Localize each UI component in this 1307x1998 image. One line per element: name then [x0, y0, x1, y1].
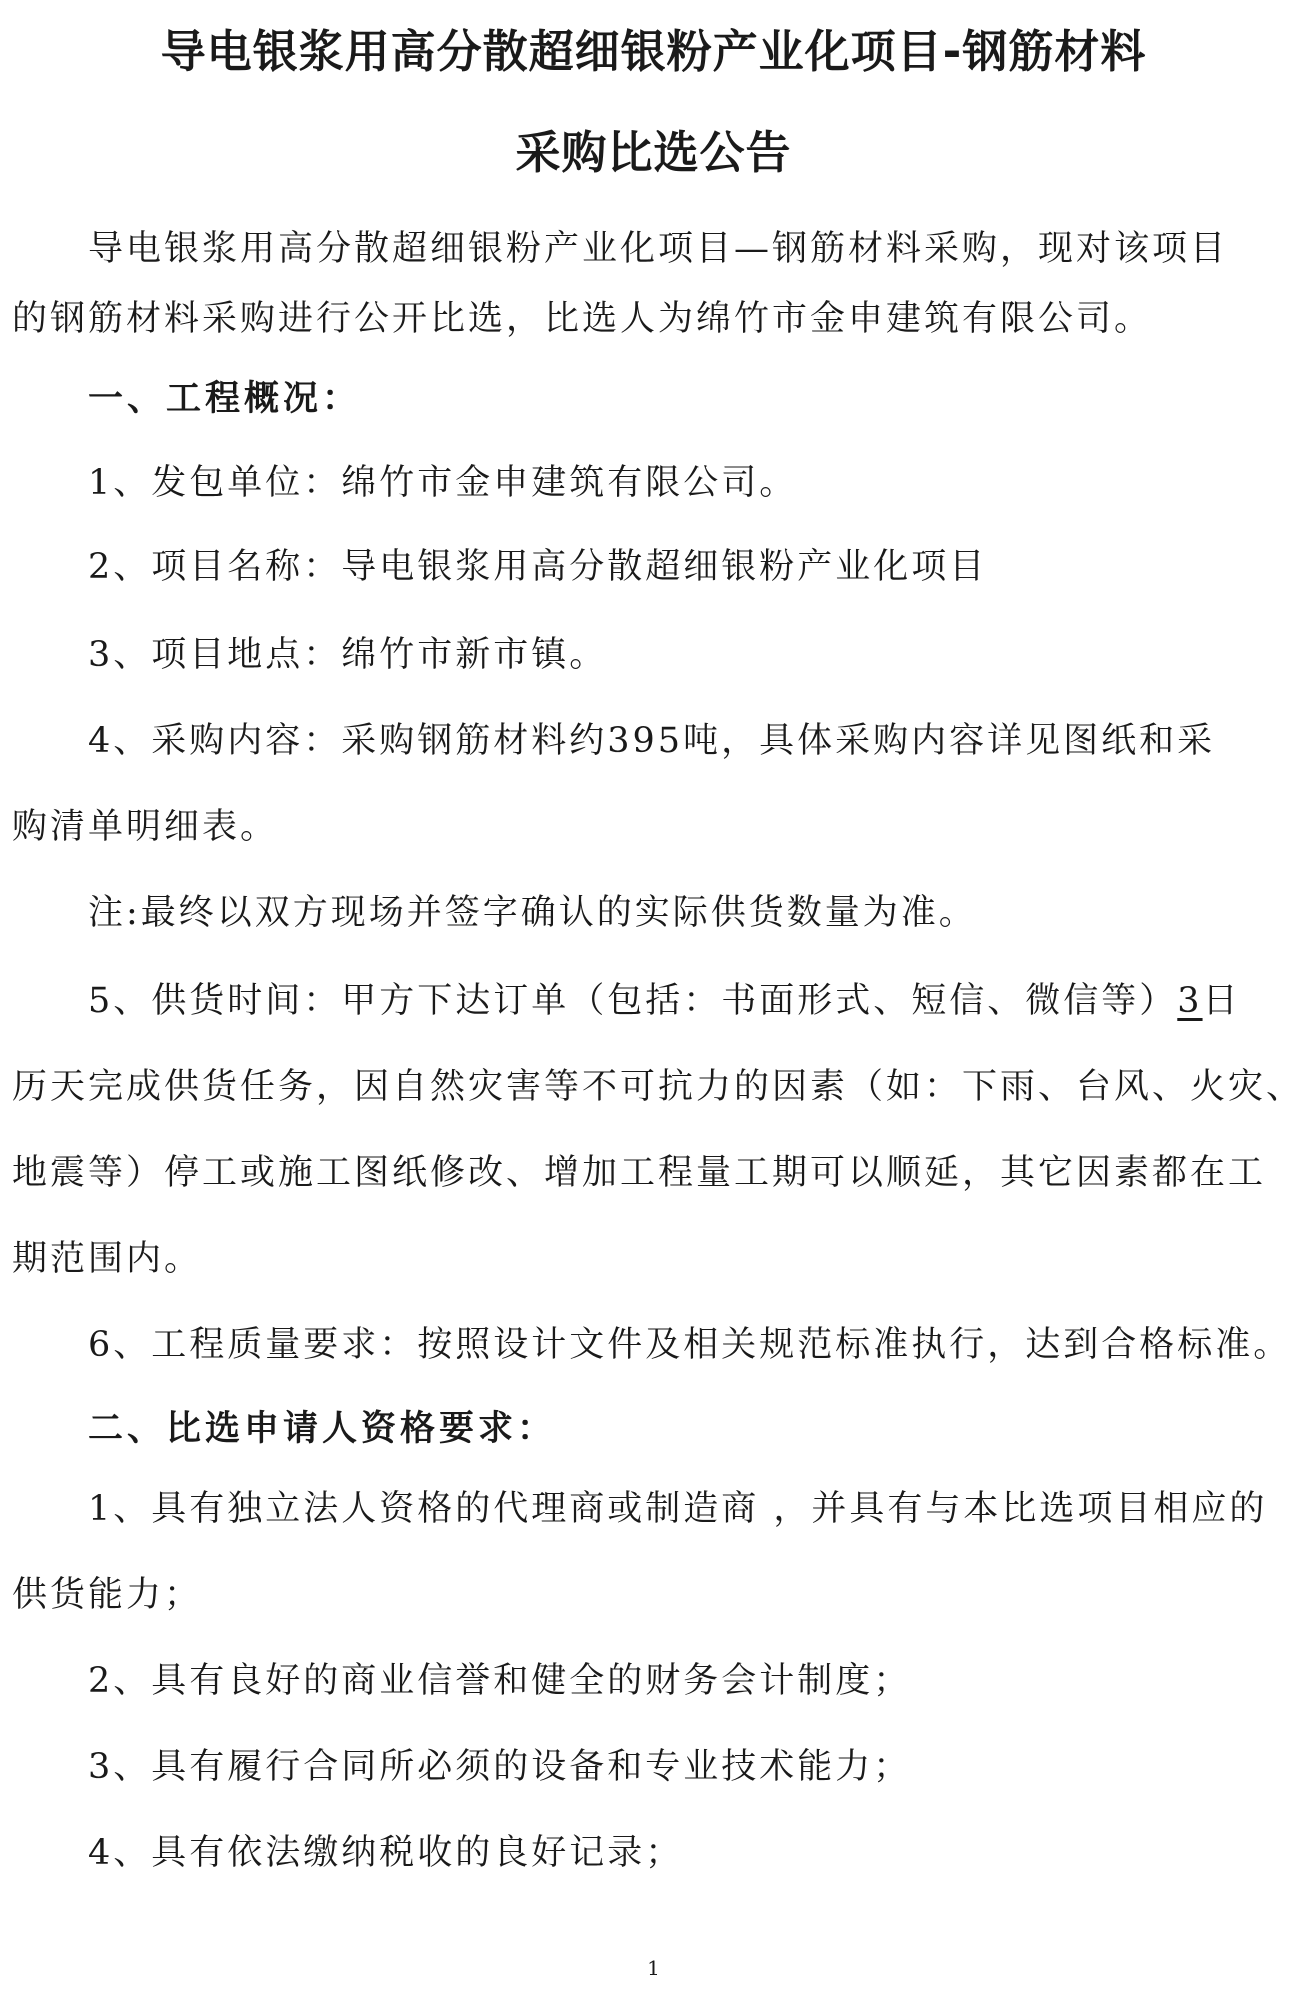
delivery-days-value: 3 [1177, 981, 1203, 1021]
quality-requirement: 6、工程质量要求：按照设计文件及相关规范标准执行，达到合格标准。 [88, 1325, 1292, 1365]
section-heading-project-overview: 一、工程概况： [88, 379, 362, 419]
delivery-time-line-2: 历天完成供货任务，因自然灾害等不可抗力的因素（如：下雨、台风、火灾、 [12, 1067, 1305, 1107]
delivery-time-suffix: 日 [1202, 981, 1241, 1021]
quantity-note: 注:最终以双方现场并签字确认的实际供货数量为准。 [88, 893, 977, 933]
qualification-item-2: 2、具有良好的商业信誉和健全的财务会计制度； [88, 1661, 912, 1701]
qualification-item-3: 3、具有履行合同所必须的设备和专业技术能力； [88, 1747, 912, 1787]
project-item-name: 2、项目名称：导电银浆用高分散超细银粉产业化项目 [88, 547, 988, 587]
document-title-line-1: 导电银浆用高分散超细银粉产业化项目-钢筋材料 [160, 25, 1147, 78]
project-item-content-line-2: 购清单明细表。 [12, 807, 279, 847]
qualification-item-4: 4、具有依法缴纳税收的良好记录； [88, 1833, 684, 1873]
page-number: 1 [647, 1956, 660, 1980]
delivery-time-line-3: 地震等）停工或施工图纸修改、增加工程量工期可以顺延，其它因素都在工 [12, 1153, 1267, 1193]
delivery-time-line-4: 期范围内。 [12, 1239, 203, 1279]
intro-paragraph-line-1: 导电银浆用高分散超细银粉产业化项目—钢筋材料采购，现对该项目 [88, 229, 1229, 269]
delivery-time-line-1 [88, 976, 1241, 1026]
qualification-item-1-line-2: 供货能力； [12, 1575, 203, 1615]
project-item-contractor: 1、发包单位：绵竹市金申建筑有限公司。 [88, 463, 798, 503]
document-title-line-2: 采购比选公告 [515, 126, 792, 179]
qualification-item-1-line-1: 1、具有独立法人资格的代理商或制造商 ，并具有与本比选项目相应的 [88, 1489, 1268, 1529]
project-item-location: 3、项目地点：绵竹市新市镇。 [88, 635, 608, 675]
delivery-time-prefix: 5、供货时间：甲方下达订单（包括：书面形式、短信、微信等） [88, 981, 1178, 1021]
intro-paragraph-line-2: 的钢筋材料采购进行公开比选，比选人为绵竹市金申建筑有限公司。 [12, 299, 1153, 339]
section-heading-qualifications: 二、比选申请人资格要求： [88, 1409, 557, 1449]
project-item-content-line-1: 4、采购内容：采购钢筋材料约395吨，具体采购内容详见图纸和采 [88, 721, 1216, 761]
